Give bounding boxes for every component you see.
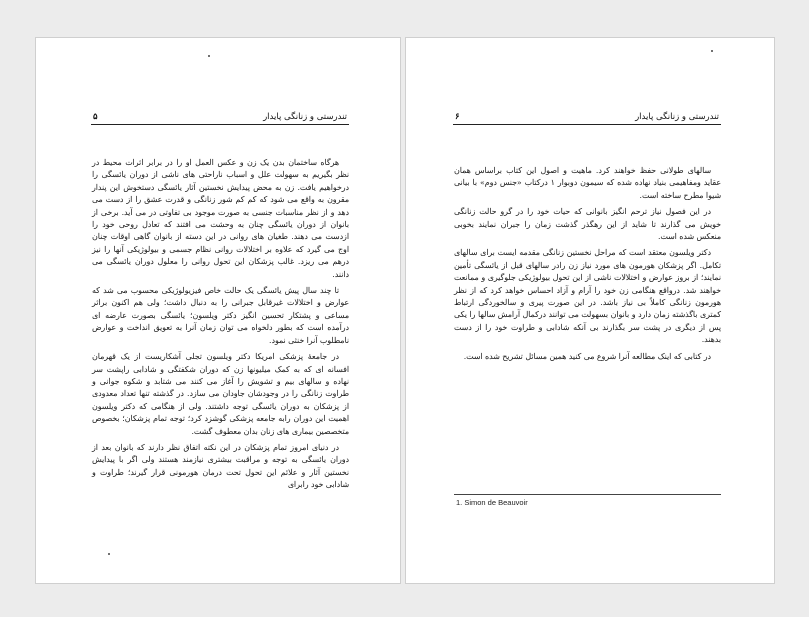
paragraph: هرگاه ساختمان بدن یک زن و عکس العمل او را در برابر اثرات محیط در نظر بگیریم به سهولت علل و اسباب ناراحتی های ناشی از دوران یائسگی را درخواهیم یافت. زن به محض پیدایش نخستین آثار یائسگی دستخوش این پندار مقرون به واقع می شود که کم کم شور زنانگی و قدرت عشق را از دست می دهد و از نظر مناسبات جنسی به صورت موجود بی تفاوتی در می آید. برخی از بانوان از دوران یائسگی چنان به وحشت می افتند که تعادل روحی خود را ازدست می دهند. طغیان های روانی در این دسته از بانوان گاهی اوقات چنان اوج می گیرد که علاوه بر اختلالات روانی نظام جسمی و بیولوژیکی آنها را نیز درهم می ریزد. غالب پزشکان این تحول روانی را معلول دوران یائسگی می دانند.: [92, 158, 349, 279]
left-page-body: [92, 157, 349, 492]
running-title: تندرستی و زنانگی پایدار: [635, 112, 719, 122]
left-page: [35, 37, 401, 584]
footnote-divider: [454, 494, 721, 495]
right-page-header: [453, 111, 721, 125]
footnote: 1. Simon de Beauvoir: [456, 498, 528, 507]
paragraph: در کتابی که اینک مطالعه آنرا شروع می کنید همین مسائل تشریح شده است.: [463, 351, 711, 361]
right-page: [405, 37, 775, 584]
scan-speck: [108, 553, 110, 555]
paragraph: تا چند سال پیش یائسگی یک حالت خاص فیزیولوژیکی محسوب می شد که عوارض و اختلالات غیرقابل جبرانی را به دنبال داشت؛ ولی هم اکنون براثر مساعی و پشتکار تحسین انگیز دکتر ویلسون؛ یائسگی بصورت عارضه ای درآمده است که بطور دلخواه می توان زمان آنرا به تعویق انداخت و عوارض نامطلوب آنرا خنثی نمود.: [92, 286, 349, 345]
left-page-header: [91, 111, 349, 125]
page-number: ۶: [455, 112, 460, 122]
page-number: ۵: [93, 112, 98, 122]
scan-speck: [711, 50, 713, 52]
paragraph: دکتر ویلسون معتقد است که مراحل نخستین زنانگی مقدمه ایست برای سالهای تکامل. اگر پزشکان هورمون های مورد نیاز زن رادر سالهای قبل از یائسگی تأمین نمایند؛ از بروز عوارض و اختلالات ناشی از این تحول بیولوژیکی جلوگیری و ممانعت خواهند شد. درواقع هنگامی زن خود را آرام و آزاد احساس خواهد کرد که از نظر هورمون زنانگی کاملاً بی نیاز باشد. در این صورت پیری و سالخوردگی ارتباط کمتری باگذشته زمان دارد و بانوان بسهولت می توانند درکمال آرامش سالها را یکی پس از دیگری در پشت سر بگذارند بی آنکه شادابی و طراوت خود را از دست بدهند.: [454, 248, 721, 345]
paragraph: سالهای طولانی حفظ خواهند کرد. ماهیت و اصول این کتاب براساس همان عقاید ومفاهیمی بنیاد نهاده شده که سیمون دوبوار ۱ درکتاب «جنس دوم» با بیانی شیوا مطرح ساخته است.: [454, 166, 721, 200]
right-page-body: [454, 165, 721, 363]
paragraph: در این فصول نیاز ترحم انگیز بانوانی که حیات خود را در گرو حالت زنانگی خویش می گذارند تا شاید از این رهگذر گذشت زمان را جبران نمایند بخوبی منعکس شده است.: [454, 207, 721, 242]
paragraph: در دنیای امروز تمام پزشکان در این نکته اتفاق نظر دارند که بانوان بعد از دوران یائسگی به توجه و مراقبت بیشتری نیازمند هستند ولی اگر با پیدایش نخستین آثار و علائم این تحول تحت درمان هورمونی قرار گیرند؛ طراوت و شادابی خود رابرای: [92, 442, 349, 490]
running-title: تندرستی و زنانگی پایدار: [263, 112, 347, 122]
paragraph: در جامعهٔ پزشکی امریکا دکتر ویلسون تجلی آشکاریست از یک قهرمان افسانه ای که به کمک میلیونها زن که دوران شکفتگی و شادابی راپشت سر نهاده و سالهای بیم و تشویش را آغاز می کنند می شتابد و شکوه جوانی و طراوت زنانگی را در وجودشان جاودان می سازد. در گذشته تنها تعداد معدودی از پزشکان به دوران یائسگی توجه داشتند. ولی از هنگامی که دکتر ویلسون اهمیت این دوران رابه جامعه پزشکی گوشزد کرد؛ توجه تمام پزشکان؛ بخصوص متخصصین بیماری های زنان بدان معطوف گشت.: [92, 352, 349, 436]
scan-speck: [208, 55, 210, 57]
